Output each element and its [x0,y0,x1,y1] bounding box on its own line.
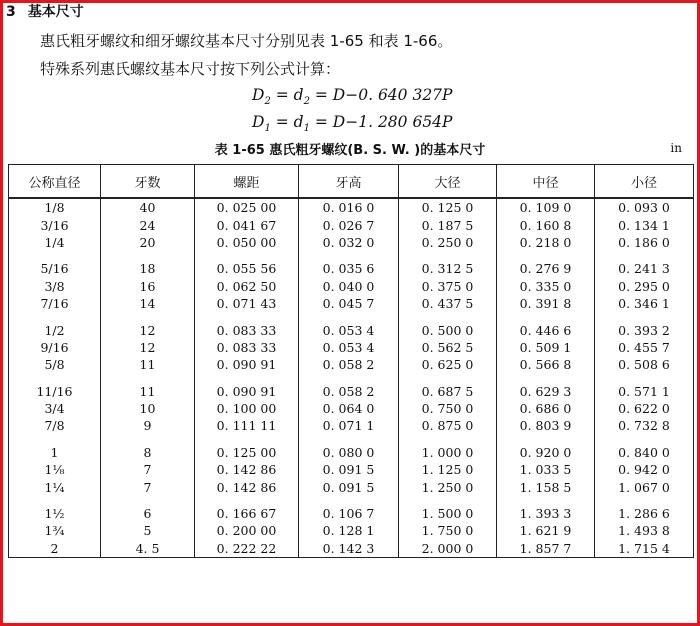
cell-pitch: 0. 222 22 [195,540,299,558]
cell-thread-depth: 0. 058 2 [299,356,399,373]
cell-thread-depth: 0. 040 0 [299,278,399,295]
cell-threads-per-inch: 9 [101,417,195,434]
cell-threads-per-inch: 4. 5 [101,540,195,558]
cell-minor-diameter: 1. 715 4 [595,540,694,558]
cell-minor-diameter: 0. 093 0 [595,198,694,216]
cell-minor-diameter: 0. 942 0 [595,461,694,478]
cell-threads-per-inch: 11 [101,383,195,400]
cell-pitch: 0. 062 50 [195,278,299,295]
cell-minor-diameter: 1. 286 6 [595,505,694,522]
cell-threads-per-inch: 6 [101,505,195,522]
cell-thread-depth: 0. 071 1 [299,417,399,434]
header-major-diameter: 大径 [399,165,497,199]
cell-pitch: 0. 090 91 [195,383,299,400]
cell-nominal-diameter: 2 [9,540,101,558]
cell-pitch-diameter: 0. 509 1 [497,339,595,356]
cell-minor-diameter: 0. 393 2 [595,321,694,338]
cell-thread-depth: 0. 128 1 [299,522,399,539]
group-spacer [9,374,694,383]
table-row [9,444,694,461]
cell-pitch: 0. 111 11 [195,417,299,434]
cell-pitch-diameter: 1. 393 3 [497,505,595,522]
table-row [9,522,694,539]
cell-pitch-diameter: 0. 686 0 [497,400,595,417]
cell-minor-diameter: 1. 067 0 [595,478,694,495]
cell-minor-diameter: 0. 346 1 [595,295,694,312]
cell-minor-diameter: 0. 732 8 [595,417,694,434]
cell-nominal-diameter: 1 [9,444,101,461]
cell-pitch-diameter: 0. 160 8 [497,216,595,233]
cell-minor-diameter: 0. 241 3 [595,260,694,277]
cell-thread-depth: 0. 142 3 [299,540,399,558]
thread-dimension-table [8,164,694,558]
cell-pitch-diameter: 1. 621 9 [497,522,595,539]
cell-pitch: 0. 050 00 [195,234,299,251]
cell-pitch: 0. 200 00 [195,522,299,539]
table-row [9,339,694,356]
group-spacer [9,251,694,260]
header-nominal-diameter: 公称直径 [9,165,101,199]
cell-pitch-diameter: 0. 391 8 [497,295,595,312]
header-minor-diameter: 小径 [595,165,694,199]
cell-threads-per-inch: 18 [101,260,195,277]
cell-pitch-diameter: 0. 446 6 [497,321,595,338]
cell-major-diameter: 0. 125 0 [399,198,497,216]
formula-pitch-diameter: $D_2 = d_2 = D-0$. 640 327P [252,86,453,108]
cell-pitch: 0. 142 86 [195,478,299,495]
cell-minor-diameter: 0. 295 0 [595,278,694,295]
cell-minor-diameter: 0. 508 6 [595,356,694,373]
table-row [9,417,694,434]
cell-pitch: 0. 025 00 [195,198,299,216]
cell-threads-per-inch: 14 [101,295,195,312]
group-spacer [9,435,694,444]
cell-thread-depth: 0. 053 4 [299,339,399,356]
cell-nominal-diameter: 3/8 [9,278,101,295]
cell-threads-per-inch: 40 [101,198,195,216]
cell-pitch: 0. 083 33 [195,339,299,356]
cell-pitch: 0. 055 56 [195,260,299,277]
cell-pitch-diameter: 0. 276 9 [497,260,595,277]
cell-thread-depth: 0. 058 2 [299,383,399,400]
cell-major-diameter: 1. 125 0 [399,461,497,478]
cell-major-diameter: 2. 000 0 [399,540,497,558]
cell-nominal-diameter: 1/8 [9,198,101,216]
cell-threads-per-inch: 10 [101,400,195,417]
cell-pitch-diameter: 0. 335 0 [497,278,595,295]
header-threads-per-inch: 牙数 [101,165,195,199]
cell-thread-depth: 0. 032 0 [299,234,399,251]
cell-nominal-diameter: 1¼ [9,478,101,495]
table-row [9,295,694,312]
cell-nominal-diameter: 1¾ [9,522,101,539]
cell-threads-per-inch: 8 [101,444,195,461]
cell-major-diameter: 0. 562 5 [399,339,497,356]
table-row [9,216,694,233]
table-row [9,198,694,216]
cell-major-diameter: 1. 500 0 [399,505,497,522]
cell-minor-diameter: 0. 186 0 [595,234,694,251]
cell-nominal-diameter: 1/4 [9,234,101,251]
cell-major-diameter: 0. 687 5 [399,383,497,400]
cell-thread-depth: 0. 064 0 [299,400,399,417]
header-pitch-diameter: 中径 [497,165,595,199]
paragraph-intro: 惠氏粗牙螺纹和细牙螺纹基本尺寸分别见表 1-65 和表 1-66。 [40,32,453,50]
cell-threads-per-inch: 11 [101,356,195,373]
cell-pitch: 0. 083 33 [195,321,299,338]
cell-pitch: 0. 166 67 [195,505,299,522]
cell-pitch-diameter: 1. 033 5 [497,461,595,478]
cell-nominal-diameter: 5/16 [9,260,101,277]
cell-minor-diameter: 0. 455 7 [595,339,694,356]
cell-threads-per-inch: 7 [101,461,195,478]
cell-pitch-diameter: 0. 109 0 [497,198,595,216]
cell-major-diameter: 1. 250 0 [399,478,497,495]
cell-pitch-diameter: 0. 920 0 [497,444,595,461]
cell-major-diameter: 1. 750 0 [399,522,497,539]
table-unit: in [670,141,682,155]
cell-pitch-diameter: 0. 803 9 [497,417,595,434]
cell-minor-diameter: 0. 134 1 [595,216,694,233]
cell-pitch-diameter: 0. 629 3 [497,383,595,400]
cell-major-diameter: 0. 312 5 [399,260,497,277]
cell-nominal-diameter: 1⅛ [9,461,101,478]
cell-major-diameter: 0. 250 0 [399,234,497,251]
cell-major-diameter: 0. 625 0 [399,356,497,373]
table-row [9,383,694,400]
cell-pitch-diameter: 0. 218 0 [497,234,595,251]
cell-nominal-diameter: 7/16 [9,295,101,312]
cell-threads-per-inch: 5 [101,522,195,539]
cell-major-diameter: 0. 750 0 [399,400,497,417]
table-row [9,505,694,522]
cell-pitch: 0. 071 43 [195,295,299,312]
cell-major-diameter: 1. 000 0 [399,444,497,461]
cell-threads-per-inch: 12 [101,321,195,338]
cell-pitch: 0. 090 91 [195,356,299,373]
cell-threads-per-inch: 7 [101,478,195,495]
cell-major-diameter: 0. 437 5 [399,295,497,312]
cell-nominal-diameter: 3/16 [9,216,101,233]
section-heading [6,1,84,21]
section-title: 基本尺寸 [27,4,84,20]
cell-major-diameter: 0. 187 5 [399,216,497,233]
cell-threads-per-inch: 16 [101,278,195,295]
cell-thread-depth: 0. 080 0 [299,444,399,461]
cell-threads-per-inch: 24 [101,216,195,233]
table-row [9,400,694,417]
cell-threads-per-inch: 20 [101,234,195,251]
cell-thread-depth: 0. 091 5 [299,478,399,495]
table-body [9,198,694,558]
table-row [9,278,694,295]
table-row [9,356,694,373]
cell-thread-depth: 0. 026 7 [299,216,399,233]
table-row [9,478,694,495]
section-number: 3 [6,4,16,20]
cell-minor-diameter: 1. 493 8 [595,522,694,539]
table-row [9,260,694,277]
formula-minor-diameter: $D_1 = d_1 = D-1$. 280 654P [252,113,453,135]
cell-nominal-diameter: 3/4 [9,400,101,417]
cell-thread-depth: 0. 053 4 [299,321,399,338]
cell-pitch: 0. 142 86 [195,461,299,478]
cell-minor-diameter: 0. 571 1 [595,383,694,400]
cell-minor-diameter: 0. 840 0 [595,444,694,461]
table-row [9,234,694,251]
cell-nominal-diameter: 11/16 [9,383,101,400]
cell-thread-depth: 0. 091 5 [299,461,399,478]
cell-minor-diameter: 0. 622 0 [595,400,694,417]
cell-pitch: 0. 125 00 [195,444,299,461]
cell-major-diameter: 0. 875 0 [399,417,497,434]
group-spacer [9,312,694,321]
cell-major-diameter: 0. 500 0 [399,321,497,338]
table-caption: 表 1-65 惠氏粗牙螺纹(B. S. W. )的基本尺寸 [214,143,486,158]
header-pitch: 螺距 [195,165,299,199]
table-row [9,321,694,338]
group-spacer [9,496,694,505]
cell-nominal-diameter: 9/16 [9,339,101,356]
header-thread-depth: 牙高 [299,165,399,199]
cell-threads-per-inch: 12 [101,339,195,356]
table-row [9,540,694,558]
cell-major-diameter: 0. 375 0 [399,278,497,295]
cell-nominal-diameter: 1½ [9,505,101,522]
cell-nominal-diameter: 7/8 [9,417,101,434]
cell-thread-depth: 0. 106 7 [299,505,399,522]
cell-thread-depth: 0. 016 0 [299,198,399,216]
cell-pitch-diameter: 1. 158 5 [497,478,595,495]
cell-nominal-diameter: 5/8 [9,356,101,373]
table-header-row [9,165,694,199]
cell-pitch-diameter: 0. 566 8 [497,356,595,373]
cell-pitch: 0. 100 00 [195,400,299,417]
paragraph-formula-intro: 特殊系列惠氏螺纹基本尺寸按下列公式计算： [40,60,341,78]
cell-pitch-diameter: 1. 857 7 [497,540,595,558]
cell-nominal-diameter: 1/2 [9,321,101,338]
cell-thread-depth: 0. 045 7 [299,295,399,312]
cell-thread-depth: 0. 035 6 [299,260,399,277]
cell-pitch: 0. 041 67 [195,216,299,233]
table-row [9,461,694,478]
